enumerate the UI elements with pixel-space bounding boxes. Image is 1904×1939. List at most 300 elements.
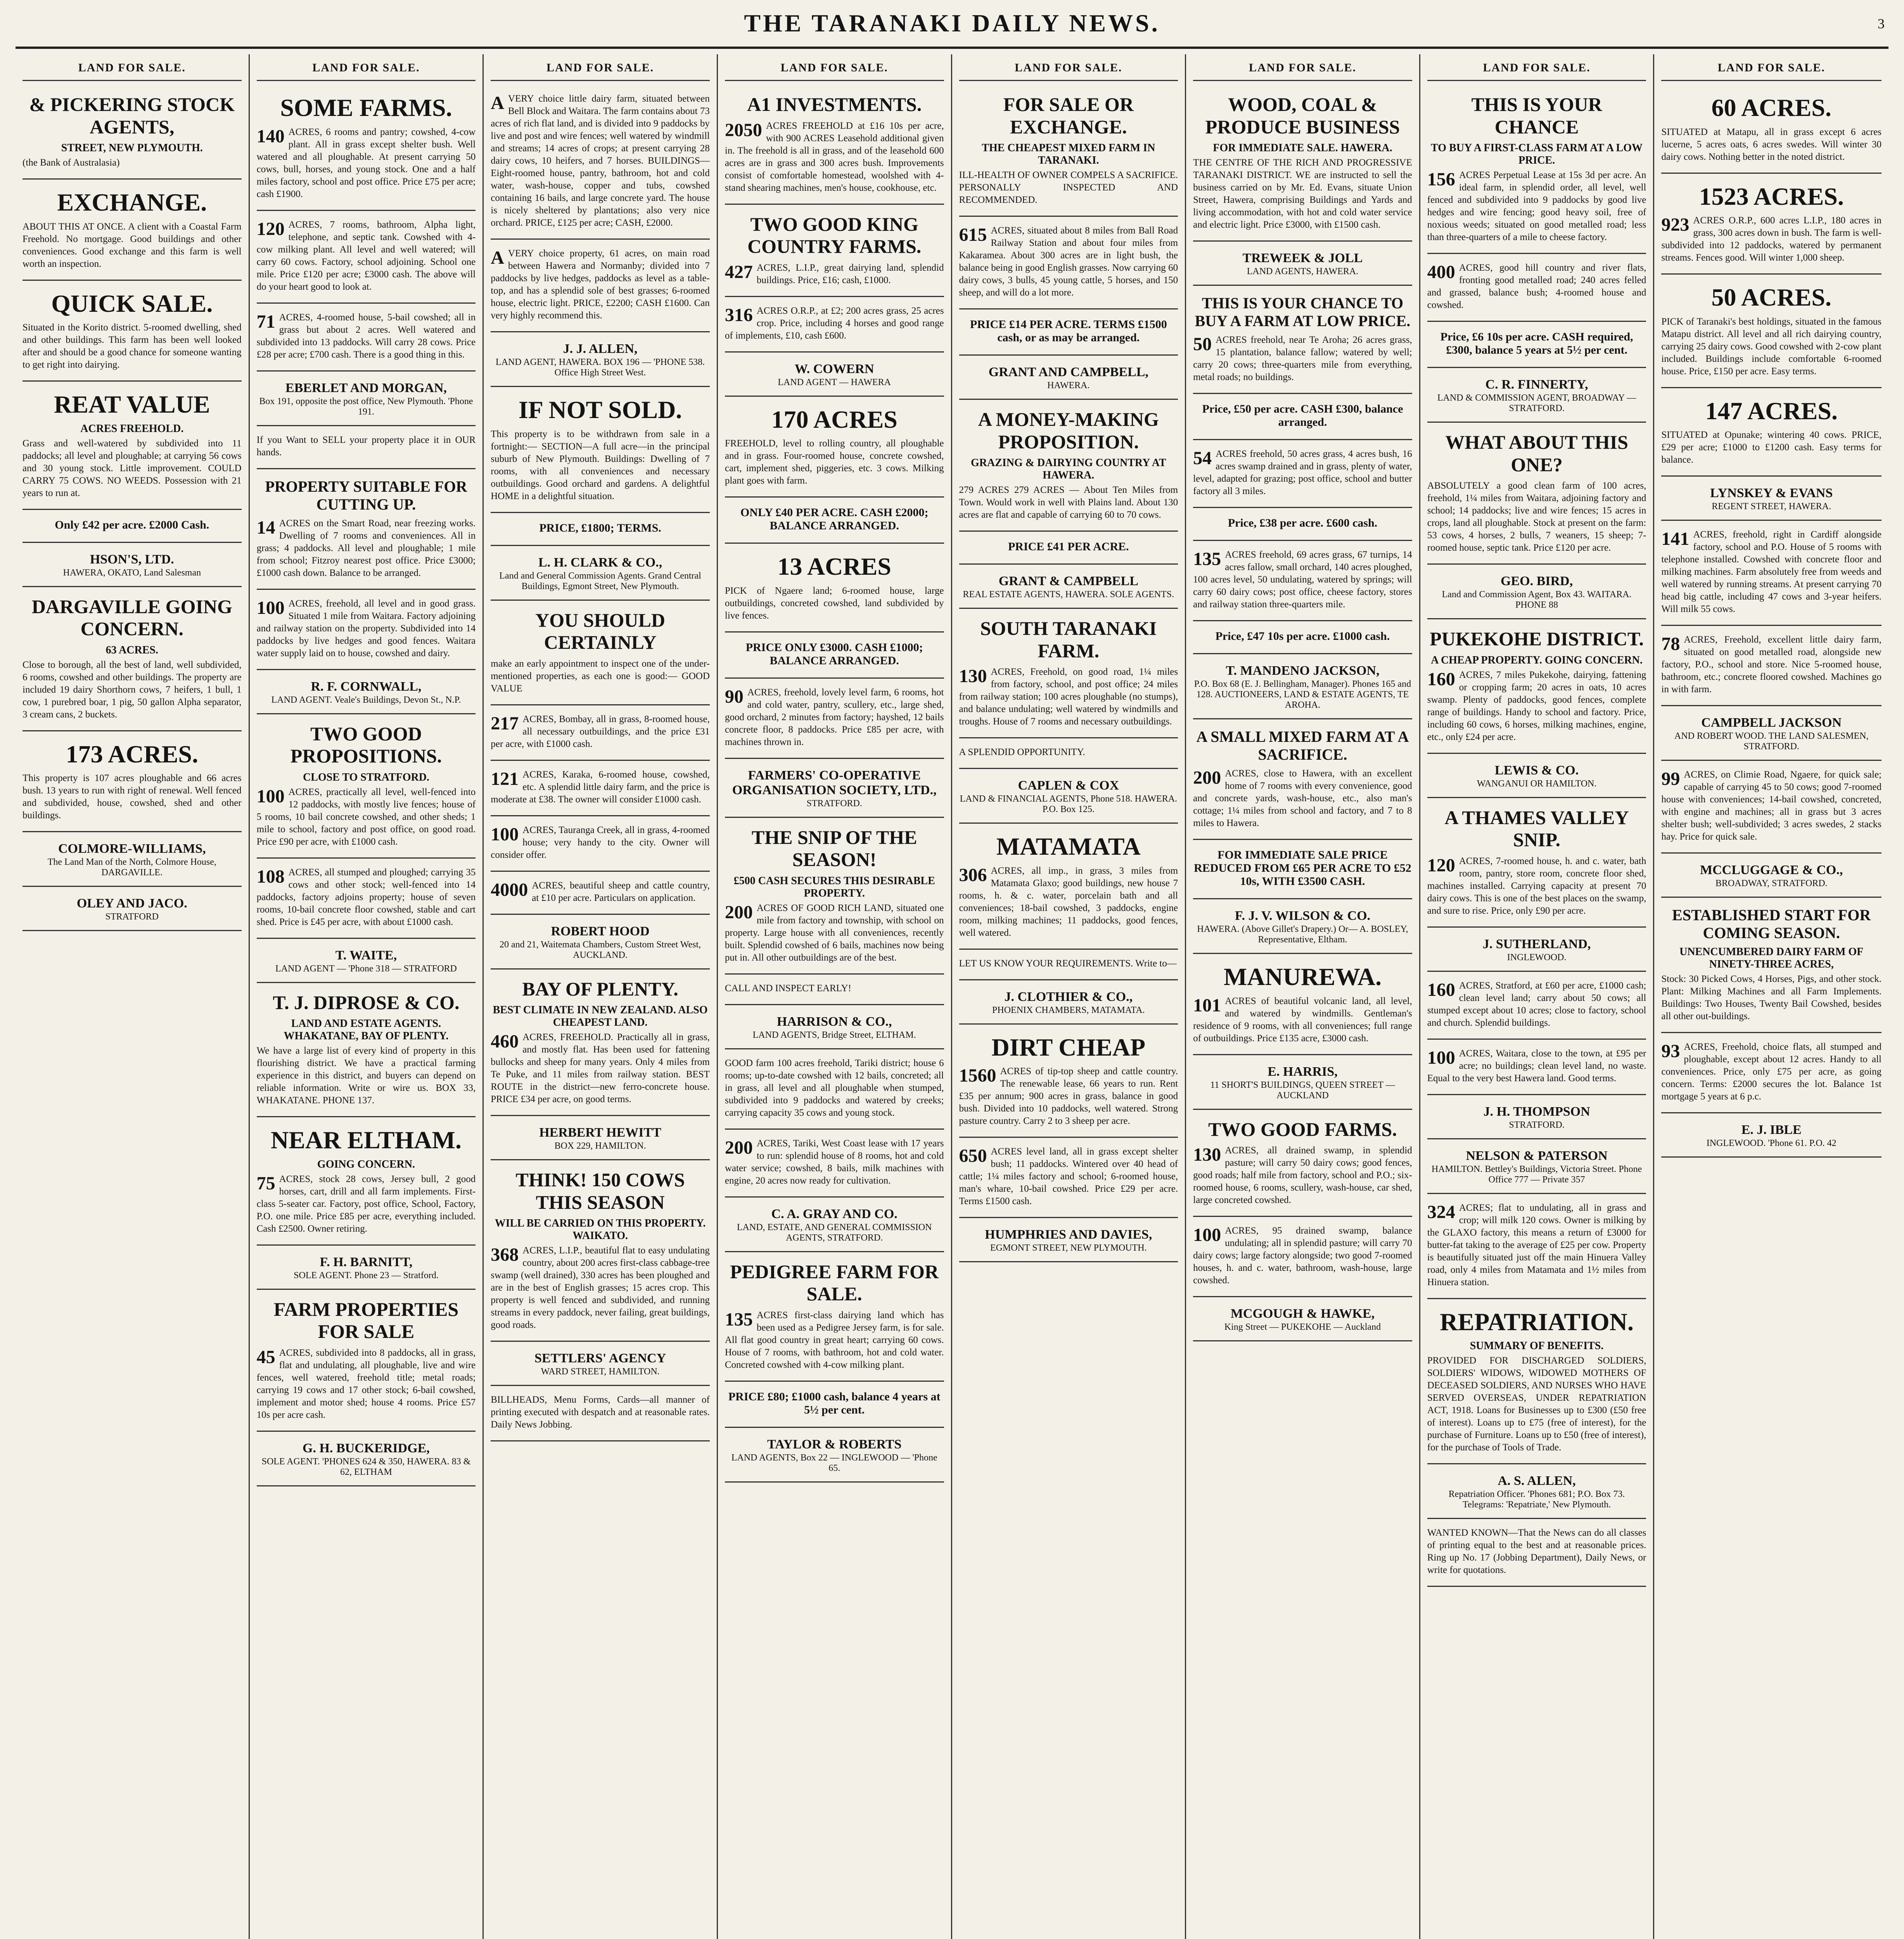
agent-address: LAND AGENT — HAWERA <box>778 377 891 387</box>
ad-body <box>959 666 1178 728</box>
agent-address: HAWERA. <box>1047 380 1090 391</box>
agent-name: G. H. BUCKERIDGE, <box>303 1441 430 1455</box>
agent-address: REGENT STREET, HAWERA. <box>1712 501 1831 512</box>
classified-ad <box>257 1290 476 1432</box>
agent-name: CAMPBELL JACKSON <box>1701 715 1842 730</box>
classified-ad <box>1193 654 1412 719</box>
ad-body-text: ABOUT THIS AT ONCE. A client with a Coastal Farm Freehold. No mortgage. Good buildings and other conveniences. Good exchange and this farm is well worth an inspection. <box>22 221 242 269</box>
ad-title: PUKEKOHE DISTRICT. <box>1430 628 1644 650</box>
ad-title: 1523 ACRES. <box>1699 182 1844 210</box>
ad-acreage-figure: 324 <box>1427 1201 1455 1222</box>
classified-ad <box>491 513 710 546</box>
ad-body <box>1661 769 1882 843</box>
agent-address: King Street — PUKEKOHE — Auckland <box>1224 1322 1381 1332</box>
ad-acreage-figure: 100 <box>256 786 285 807</box>
ad-price: PRICE £80; £1000 cash, balance 4 years at 5½ per cent. <box>728 1390 941 1416</box>
ad-body <box>725 262 944 287</box>
column-heading: LAND FOR SALE. <box>1661 54 1882 81</box>
agent-address: INGLEWOOD. <box>1507 952 1567 963</box>
classified-ad <box>959 824 1178 950</box>
newspaper-title: THE TARANAKI DAILY NEWS. <box>744 9 1160 37</box>
ad-title: THINK! 150 COWS THIS SEASON <box>515 1169 685 1213</box>
classified-ad <box>22 543 242 587</box>
ad-body <box>1427 169 1646 244</box>
ad-title: FARM PROPERTIES FOR SALE <box>273 1298 459 1343</box>
agent-name: E. HARRIS, <box>1268 1064 1338 1079</box>
ad-price: PRICE, £1800; TERMS. <box>539 521 661 534</box>
classified-ad <box>257 211 476 304</box>
classified-ad <box>959 565 1178 609</box>
ad-acreage-figure: 615 <box>959 225 987 245</box>
ad-body <box>1193 767 1412 830</box>
ad-body-text: ACRES, good hill country and river flats, fronting good metalled road; 240 acres felled and grassed, balance bush; 4-roomed house and cowshed. <box>1427 263 1646 310</box>
ad-title: WHAT ABOUT THIS ONE? <box>1445 431 1628 475</box>
ad-body-text: ACRES, 7-roomed house, h. and c. water, bath room, pantry, store room, concrete floor shed, machines installed. Carrying capacity at present 70 dairy cows. This is one of the best places on the swamp, and sure to rise. Price, only £90 per acre. <box>1427 855 1646 916</box>
classified-ad <box>22 587 242 731</box>
ad-body-text: A SPLENDID OPPORTUNITY. <box>959 747 1085 757</box>
ad-title: DIRT CHEAP <box>991 1033 1146 1061</box>
classified-ad <box>1661 477 1882 521</box>
ad-price: PRICE ONLY £3000. CASH £1000; BALANCE ARRANGED. <box>745 641 923 667</box>
classified-ad <box>1427 1040 1646 1095</box>
agent-address: REAL ESTATE AGENTS, HAWERA. SOLE AGENTS. <box>963 589 1174 600</box>
ad-title: THIS IS YOUR CHANCE <box>1471 93 1602 138</box>
ad-body-text: ACRES on the Smart Road, near freezing works. Dwelling of 7 rooms and conveniences. All in grass; 4 paddocks. All level and ploughable; 1 mile from school; Fitzroy nearest post office. Price £3000; £1000 cash down. Balance to be arranged. <box>256 518 476 578</box>
classified-ad <box>257 304 476 372</box>
ad-subtitle: BEST CLIMATE IN NEW ZEALAND. ALSO CHEAPEST LAND. <box>493 1004 708 1029</box>
ad-body <box>1661 429 1882 466</box>
classified-ad <box>1661 761 1882 854</box>
classified-ad <box>959 309 1178 356</box>
column-heading: LAND FOR SALE. <box>257 54 476 81</box>
column-heading: LAND FOR SALE. <box>1427 54 1646 81</box>
classified-ad <box>1661 85 1882 174</box>
agent-address: SOLE AGENT. Phone 23 — Stratford. <box>294 1270 439 1281</box>
ad-body <box>1193 549 1412 611</box>
classified-ad <box>491 240 710 332</box>
agent-name: EBERLET AND MORGAN, <box>285 380 447 395</box>
ad-body-text: SITUATED at Matapu, all in grass except 6 acres lucerne, 5 acres oats, 6 acres swedes. Will winter 30 dairy cows. Nothing better in the noted district. <box>1661 126 1882 162</box>
ad-body <box>491 1244 710 1331</box>
ad-body <box>725 305 944 342</box>
ad-title: QUICK SALE. <box>51 289 213 317</box>
classified-ad <box>725 353 944 397</box>
classified-ad <box>959 356 1178 400</box>
classified-ad <box>959 1025 1178 1138</box>
ad-acreage-figure: 316 <box>725 304 753 325</box>
classified-ad <box>1661 898 1882 1033</box>
ad-acreage-figure: 14 <box>256 517 275 538</box>
ad-body-text: VERY choice little dairy farm, situated between Bell Block and Waitara. The farm contains about 73 acres of rich flat land, and is divided into 9 paddocks by live and post and wire fences; well watered by windmill and streams; 14 acres of crops; at present carrying 28 dairy cows, 10 heifers, and 7 horses. BUILDINGS—Eight-roomed house, pantry, bathroom, hot and cold water, wash-house, copper and tubs, cowshed containing 16 bails, and large concrete yard. The house is nicely sheltered by plantations; also very nice orchard. PRICE, £125 per acre; CASH, £2000. <box>491 93 710 228</box>
classified-ad <box>1193 242 1412 286</box>
agent-address: INGLEWOOD. 'Phone 61. P.O. 42 <box>1706 1138 1837 1149</box>
ad-acreage-figure: 4000 <box>491 879 528 900</box>
agent-name: F. J. V. WILSON & CO. <box>1235 909 1371 923</box>
ad-body-text: ACRES, subdivided into 8 paddocks, all in grass, flat and undulating, all ploughable, live and wire fences, well watered, freehold title; metal roads; carrying 19 cows and 17 other stock; 6-bail cowshed, implement and motor shed; house 4 rooms. Price £57 10s per acre cash. <box>256 1347 476 1420</box>
agent-name: T. WAITE, <box>335 948 397 963</box>
ad-subtitle: LAND AND ESTATE AGENTS. WHAKATANE, BAY OF PLENTY. <box>284 1018 449 1042</box>
ad-title: ESTABLISHED START FOR COMING SEASON. <box>1672 906 1871 942</box>
ad-body <box>22 321 242 371</box>
ad-price: Only £42 per acre. £2000 Cash. <box>55 518 209 531</box>
agent-name: R. F. CORNWALL, <box>311 679 422 694</box>
agent-address: BROADWAY, STRATFORD. <box>1715 878 1828 889</box>
ad-body-text: LET US KNOW YOUR REQUIREMENTS. Write to— <box>959 958 1177 969</box>
ad-acreage-figure: 156 <box>1427 169 1455 190</box>
classified-ad <box>257 670 476 714</box>
classified-ad <box>257 426 476 469</box>
ad-body <box>1193 1144 1412 1206</box>
classified-ad <box>257 372 476 426</box>
ad-body <box>1193 448 1412 498</box>
classified-ad <box>491 1116 710 1160</box>
ad-body-text: ACRES FREEHOLD at £16 10s per acre, with 900 ACRES Leasehold additional given in. The freehold is all in grass, and of the leasehold 600 acres are in grass and 300 acres bush. Improvements consist of comfortable homestead, woolshed with 4-stand shearing machines, men's house, cookhouse, etc. <box>725 120 944 193</box>
agent-name: L. H. CLARK & CO., <box>538 555 662 570</box>
ad-body <box>257 219 476 293</box>
agent-address: LAND AGENT — 'Phone 318 — STRATFORD <box>275 963 457 974</box>
agent-address: Land and Commission Agent, Box 43. WAITARA. PHONE 88 <box>1442 589 1632 610</box>
ad-body <box>1661 634 1882 696</box>
column-heading: LAND FOR SALE. <box>491 54 710 81</box>
classified-ad <box>725 1049 944 1130</box>
ad-body <box>1427 262 1646 311</box>
classified-ad <box>1661 174 1882 275</box>
classified-ad <box>1193 899 1412 954</box>
agent-name: MCCLUGGAGE & CO., <box>1700 863 1843 878</box>
ad-acreage-figure: 217 <box>491 713 519 734</box>
ad-acreage-figure: 135 <box>1193 549 1221 569</box>
ad-body-text: ACRES, L.I.P., great dairying land, splendid buildings. Price, £16; cash, £1000. <box>756 262 944 285</box>
ad-body <box>1193 1225 1412 1287</box>
classified-ad <box>1427 928 1646 972</box>
ad-acreage-figure: 100 <box>256 597 285 618</box>
ad-body-text: ACRES, Freehold, on good road, 1¼ miles from factory, school, and post office; 24 miles from railway station; 100 acres ploughable (no stumps), and balance undulating; well watered by windmills and troughs. House of 7 rooms and necessary outbuildings. <box>959 667 1178 727</box>
ad-body-text: ACRES, all drained swamp, in splendid pasture; will carry 50 dairy cows; good fences, good roads; half mile from factory, school and P.O.; six-roomed house, 6 rooms, scullery, wash-house, car shed, large concreted cowshed. <box>1193 1145 1412 1206</box>
classified-ad <box>725 679 944 759</box>
classified-ad <box>491 915 710 970</box>
agent-address: Repatriation Officer. 'Phones 681; P.O. Box 73. Telegrams: 'Repatriate,' New Plymouth. <box>1448 1489 1625 1510</box>
ad-title: PROPERTY SUITABLE FOR CUTTING UP. <box>265 477 467 513</box>
ad-body-text: This property is to be withdrawn from sale in a fortnight:— SECTION—A full acre—in the principal suburb of New Plymouth. Buildings: Dwelling of 7 rooms, with all conveniences and necessary outbuildings. Good orchard and gardens. A delightful HOME in a delightful situation. <box>491 429 710 501</box>
classified-ad <box>725 1198 944 1252</box>
classified-ad <box>491 872 710 915</box>
agent-address: Land and General Commission Agents. Grand Central Buildings, Egmont Street, New Plymouth. <box>499 570 701 591</box>
classified-ad <box>725 1428 944 1483</box>
classified-ad <box>1427 1464 1646 1519</box>
classified-ad <box>1193 1297 1412 1341</box>
ad-body <box>1661 316 1882 378</box>
ad-acreage-figure: 78 <box>1661 634 1680 655</box>
ad-price: ONLY £40 PER ACRE. CASH £2000; BALANCE ARRANGED. <box>740 506 929 532</box>
classified-ad <box>257 590 476 670</box>
ad-body <box>491 769 710 806</box>
agent-name: NELSON & PATERSON <box>1466 1148 1608 1163</box>
ad-body-text: ACRES freehold, near Te Aroha; 26 acres grass, 15 plantation, balance fallow; watered by well; carry 20 cows; three-quarters mile from everything, metal roads; no buildings. <box>1193 335 1412 382</box>
ad-body <box>491 658 710 695</box>
ad-body <box>491 880 710 904</box>
ad-body <box>725 1057 944 1119</box>
ad-body <box>1661 214 1882 264</box>
classified-ad <box>257 714 476 859</box>
ad-body-text: ACRES Perpetual Lease at 15s 3d per acre. An ideal farm, in splendid order, all level, well fenced and subdivided into 9 paddocks by good live hedges and wire fencing; good heavy soil, free of noxious weeds; situated on good metalled road; less than three-quarters of a mile to cheese factory. <box>1427 170 1646 242</box>
classified-ad <box>1427 619 1646 754</box>
ad-body-text: ACRES, L.I.P., beautiful flat to easy undulating country, about 200 acres first-class cabbage-tree swamp (well drained), 330 acres has been ploughed and are in the best of English grasses; 15 acres crop. This property is well fenced and subdivided, and running streams in every paddock, never failing, great buildings, good roads. <box>491 1245 710 1331</box>
ad-acreage-figure: 90 <box>725 686 744 707</box>
classified-ad <box>959 217 1178 309</box>
ad-body-text: THE CENTRE OF THE RICH AND PROGRESSIVE TARANAKI DISTRICT. WE are instructed to sell the business carried on by Mr. Ed. Evans, situate Union Street, Hawera, comprising Buildings and Yards and living accommodation, with hot and cold water service and electric light. Price £3000, with £1500 cash. <box>1193 157 1412 230</box>
ad-acreage-figure: 160 <box>1427 669 1455 690</box>
classified-ad <box>1193 394 1412 440</box>
agent-address: WARD STREET, HAMILTON. <box>541 1367 660 1377</box>
classified-ad <box>257 859 476 939</box>
classified-ad <box>22 382 242 510</box>
classified-ad <box>22 731 242 833</box>
classified-ad <box>1427 85 1646 254</box>
classified-ad <box>959 769 1178 824</box>
classified-ad <box>959 950 1178 980</box>
column-2 <box>250 54 484 1939</box>
agent-name: FARMERS' CO-OPERATIVE ORGANISATION SOCIETY, LTD., <box>732 768 937 797</box>
ad-body-text: ACRES, on Climie Road, Ngaere, for quick sale; capable of carrying 45 to 50 cows; good 7-roomed house with conveniences; 14-bail cowshed, concreted, with engine and machines; all in grass but 3 acres shelter bush; well-subdivided; 3 acres swedes, 2 stacks hay. Price for quick sale. <box>1661 769 1882 842</box>
ad-acreage-figure: 400 <box>1427 262 1455 282</box>
ad-body-text: ACRES, situated about 8 miles from Ball Road Railway Station and about four miles from Kakaramea. About 300 acres are in light bush, the balance being in good English grasses. Now carrying 60 dairy cows, 3 bulls, 45 young cattle, 5 horses, and 150 sheep, and will do a lot more. <box>959 225 1178 298</box>
agent-address: BOX 229, HAMILTON. <box>554 1141 646 1151</box>
classified-ad <box>959 532 1178 565</box>
ad-title: 173 ACRES. <box>66 740 199 768</box>
ad-body <box>725 120 944 194</box>
classified-ad <box>959 85 1178 217</box>
classified-ad <box>1427 565 1646 619</box>
agent-name: SETTLERS' AGENCY <box>534 1351 666 1366</box>
ad-body-text: PICK of Taranaki's best holdings, situated in the famous Matapu district. All level and all rich dairying country, carrying 25 dairy cows. Good cowshed with 2-cow plant included. Buildings include comfortable 6-roomed house. Price, £150 per acre. Easy terms. <box>1661 316 1882 377</box>
agent-name: MCGOUGH & HAWKE, <box>1230 1306 1375 1321</box>
ad-body-text: ACRES O.R.P., 600 acres L.I.P., 180 acres in grass, 300 acres down in bush. The farm is well-subdivided into 12 paddocks, watered by permanent streams. Fences good. Will winter 1,000 sheep. <box>1661 215 1882 263</box>
ad-body-text: PICK of Ngaere land; 6-roomed house, large outbuildings, concreted cowshed, land subdivided by live fences. <box>725 585 944 621</box>
classified-ad <box>491 387 710 513</box>
ad-body-text: This property is 107 acres ploughable and 66 acres bush. 13 years to run with right of renewal. Well fenced and subdivided, house, cowshed, shed and other buildings. <box>22 773 242 821</box>
ad-acreage-figure: 130 <box>959 666 987 686</box>
agent-name: TREWEEK & JOLL <box>1242 251 1363 265</box>
ad-body <box>257 1347 476 1421</box>
classified-ad <box>1661 626 1882 706</box>
agent-address: LAND, ESTATE, AND GENERAL COMMISSION AGENTS, STRATFORD. <box>737 1222 932 1243</box>
classified-ad <box>491 1160 710 1342</box>
classified-ad <box>959 738 1178 769</box>
ad-acreage-figure: 100 <box>1427 1047 1455 1068</box>
ad-body <box>491 247 710 322</box>
column-heading: LAND FOR SALE. <box>22 54 242 81</box>
ad-acreage-figure: 135 <box>725 1309 753 1330</box>
ad-acreage-figure: 100 <box>1193 1225 1221 1246</box>
ad-subtitle: 63 ACRES. <box>105 644 158 656</box>
classified-ad <box>1193 719 1412 840</box>
columns-grid <box>16 54 1888 1939</box>
agent-name: C. R. FINNERTY, <box>1485 377 1588 392</box>
ad-body-text: Close to borough, all the best of land, well subdivided, 6 rooms, cowshed and other buildings. The property are included 19 dairy Shorthorn cows, 7 heifers, 1 bull, 1 cow, 1 purebred boar, 1 pig, 50 gallon Alpha separator, 3 cream cans, 2 buckets. <box>22 659 242 720</box>
ad-title: WOOD, COAL & PRODUCE BUSINESS <box>1205 93 1400 138</box>
ad-body <box>959 169 1178 206</box>
ad-title: PEDIGREE FARM FOR SALE. <box>730 1260 939 1305</box>
ad-body-text: ACRES, all imp., in grass, 3 miles from Matamata Glaxo; good buildings, new house 7 rooms, h. & c. water, porcelain bath and all conveniences; 18-bail cowshed, 3 paddocks, engine room, milking machines; 11 paddocks, good fences, well watered. <box>959 865 1178 938</box>
page-number: 3 <box>1878 16 1885 31</box>
classified-ad <box>1427 1139 1646 1194</box>
ad-acreage-figure: 650 <box>959 1146 987 1167</box>
ad-body-text: ACRES of beautiful volcanic land, all level, and watered by windmills. Gentleman's residence of 9 rooms, with all conveniences; full range of outbuildings. Price £135 acre, £3000 cash. <box>1193 995 1412 1044</box>
classified-ad <box>725 1252 944 1382</box>
ad-body <box>959 1146 1178 1208</box>
ad-title: A SMALL MIXED FARM AT A SACRIFICE. <box>1196 728 1409 763</box>
agent-name: LEWIS & CO. <box>1494 763 1579 778</box>
ad-body <box>725 1137 944 1187</box>
ad-body <box>491 1394 710 1431</box>
classified-ad <box>1427 322 1646 368</box>
ad-body-text: (the Bank of Australasia) <box>22 157 120 168</box>
ad-body-text: ABSOLUTELY a good clean farm of 100 acres, freehold, 1¼ miles from Waitara, adjoining factory and school; 14 paddocks; live and wire fences; 15 acres in crops, land all ploughable. Stock at present on the farm: 53 cows, 4 horses, 2 bulls, 7 weaners, 15 sheep; 7-roomed house, septic tank. Price £120 per acre. <box>1427 480 1646 553</box>
classified-ad <box>491 601 710 705</box>
ad-body-text: ACRES, freehold, all level and in good grass. Situated 1 mile from Waitara. Factory adjoining and railway station on the property. Subdivided into 14 paddocks by live hedges and good fences. Waitara water supply laid on to house, cowshed and dairy. <box>256 598 476 658</box>
classified-ad <box>1661 388 1882 477</box>
ad-body <box>1661 973 1882 1023</box>
ad-title: 147 ACRES. <box>1705 397 1838 425</box>
classified-ad <box>725 498 944 544</box>
ad-acreage-figure: 368 <box>491 1244 519 1265</box>
ad-body-text: ACRES, 7 rooms, bathroom, Alpha light, telephone, and septic tank. Cowshed with 4-cow milking plant. All level and well watered; will carry 60 cows. Factory, school adjoining. School one mile. Price £120 per acre; £3000 cash. The above will do your heart good to look at. <box>256 219 476 292</box>
agent-name: GEO. BIRD, <box>1501 574 1573 588</box>
ad-body-text: Situated in the Korito district. 5-roomed dwelling, shed and other buildings. This farm has been well looked after and should be a good chance for someone wanting to get right into dairying. <box>22 322 242 370</box>
ad-body-text: ACRES OF GOOD RICH LAND, situated one mile from factory and township, with school on property. Large house with all conveniences, recently built. Splendid cowshed of 6 bails, machines now being put in. All other outbuildings are of the best. <box>725 902 944 963</box>
ad-subtitle: CLOSE TO STRATFORD. <box>303 771 429 783</box>
ad-subtitle: UNENCUMBERED DAIRY FARM OF NINETY-THREE ACRES, <box>1679 946 1864 971</box>
ad-body-text: BILLHEADS, Menu Forms, Cards—all manner of printing executed with despatch and at reasonable rates. Daily News Jobbing. <box>491 1395 710 1430</box>
classified-ad <box>1427 368 1646 423</box>
ad-body <box>1661 529 1882 615</box>
classified-ad <box>959 400 1178 532</box>
ad-title: A1 INVESTMENTS. <box>747 93 922 115</box>
classified-ad <box>1193 1055 1412 1110</box>
ad-body <box>491 93 710 229</box>
classified-ad <box>1193 85 1412 242</box>
ad-title: REAT VALUE <box>54 391 210 418</box>
ad-body <box>1427 1047 1646 1085</box>
agent-name: ROBERT HOOD <box>551 924 650 938</box>
ad-acreage-figure: A <box>491 247 504 268</box>
ad-acreage-figure: 99 <box>1661 769 1680 790</box>
ad-title: EXCHANGE. <box>57 188 207 216</box>
ad-acreage-figure: 71 <box>256 311 275 332</box>
classified-ad <box>725 1130 944 1198</box>
agent-address: LAND AGENT. Veale's Buildings, Devon St., N.P. <box>271 695 461 705</box>
ad-body-text: ACRES level land, all in grass except shelter bush; 11 paddocks. Wintered over 40 head of cattle; 1¼ miles factory and school; 6-roomed house, man's whare, 10-bail cowshed. Price £29 per acre. Terms £1500 cash. <box>959 1146 1178 1207</box>
ad-title: THIS IS YOUR CHANCE TO BUY A FARM AT LOW PRICE. <box>1195 294 1411 330</box>
ad-body <box>1427 855 1646 917</box>
ad-body <box>959 1065 1178 1127</box>
ad-body-text: ACRES of tip-top sheep and cattle country. The renewable lease, 66 years to run. Rent £35 per annum; 900 acres in grass, balance in good bush. Divided into 10 paddocks, well watered. Strong pasture country. Carry 2 to 3 sheep per acre. <box>959 1066 1178 1127</box>
ad-body <box>257 786 476 848</box>
agent-address: STRATFORD <box>105 912 159 922</box>
agent-name: HERBERT HEWITT <box>539 1125 661 1140</box>
ad-acreage-figure: 2050 <box>725 119 762 140</box>
ad-body <box>959 957 1178 970</box>
classified-ad <box>725 297 944 353</box>
ad-body <box>257 598 476 660</box>
ad-acreage-figure: 121 <box>491 768 519 789</box>
classified-ad <box>1193 1217 1412 1297</box>
ad-title: 50 ACRES. <box>1711 283 1831 311</box>
ad-body-text: ACRES, Tariki, West Coast lease with 17 years to run: splendid house of 8 rooms, hot and cold water service; cowshed, 8 bails, milk machines with engine, 20 acres now ready for cultivation. <box>725 1138 944 1186</box>
ad-body <box>959 225 1178 299</box>
agent-address: 20 and 21, Waitemata Chambers, Custom Street West, AUCKLAND. <box>499 939 701 960</box>
agent-name: HSON'S, LTD. <box>90 552 174 567</box>
classified-ad <box>491 816 710 872</box>
column-4 <box>718 54 952 1939</box>
ad-subtitle: ACRES FREEHOLD. <box>80 422 184 435</box>
column-heading: LAND FOR SALE. <box>1193 54 1412 81</box>
classified-ad <box>491 761 710 816</box>
classified-ad <box>1193 954 1412 1055</box>
ad-title: DARGAVILLE GOING CONCERN. <box>31 595 232 640</box>
ad-subtitle: £500 CASH SECURES THIS DESIRABLE PROPERTY. <box>733 874 935 899</box>
ad-body-text: VERY choice property, 61 acres, on main road between Hawera and Normanby; divided into 7 paddocks by live hedges, paddocks as level as a table-top, and has a splendid sole of best grasses; 6-roomed house, electric light. PRICE, £2200; CASH £1600. Can very highly recommend this. <box>491 248 710 321</box>
classified-ad <box>257 85 476 211</box>
ad-body-text: ACRES freehold, 50 acres grass, 4 acres bush, 16 acres swamp drained and in grass, plenty of water, level, adapted for grazing; post office, school and butter factory all 3 miles. <box>1193 449 1412 496</box>
classified-ad <box>725 1382 944 1428</box>
agent-address: LAND & FINANCIAL AGENTS, Phone 518. HAWERA. P.O. Box 125. <box>960 794 1178 814</box>
classified-ad <box>1193 440 1412 508</box>
ad-title: 13 ACRES <box>777 553 891 581</box>
ad-body <box>257 1045 476 1107</box>
column-8 <box>1654 54 1888 1939</box>
ad-acreage-figure: 200 <box>725 902 753 923</box>
ad-title: 60 ACRES. <box>1711 94 1831 121</box>
ad-subtitle: TO BUY A FIRST-CLASS FARM AT A LOW PRICE. <box>1431 142 1643 166</box>
ad-body-text: ACRES, freehold, lovely level farm, 6 rooms, hot and cold water, pantry, scullery, etc., large shed, good orchard, 2 minutes from factory; hayshed, 12 bails concrete floor, 8 paddocks. Price £85 per acre, with machines thrown in. <box>725 687 944 747</box>
ad-body <box>1427 480 1646 554</box>
classified-ad <box>1427 1095 1646 1139</box>
agent-name: TAYLOR & ROBERTS <box>767 1437 902 1452</box>
classified-ad <box>1661 1033 1882 1113</box>
ad-acreage-figure: 200 <box>1193 767 1221 788</box>
classified-ad <box>725 975 944 1005</box>
ad-body <box>257 126 476 200</box>
ad-title: SOME FARMS. <box>280 94 452 121</box>
ad-acreage-figure: 100 <box>491 824 519 845</box>
classified-ad <box>491 705 710 761</box>
agent-address: PHOENIX CHAMBERS, MATAMATA. <box>992 1005 1145 1015</box>
ad-acreage-figure: 45 <box>256 1346 275 1367</box>
ad-body <box>257 517 476 579</box>
classified-ad <box>1427 254 1646 322</box>
ad-body-text: ACRES, Karaka, 6-roomed house, cowshed, etc. A splendid little dairy farm, and the price is moderate at £38. The owner will consider £1000 cash. <box>491 769 710 805</box>
ad-body-text: ACRES, Bombay, all in grass, 8-roomed house, all necessary outbuildings, and the price £31 per acre, with £1000 cash. <box>491 714 710 749</box>
ad-body-text: ACRES, close to Hawera, with an excellent home of 7 rooms with every convenience, good and concrete yards, wash-house, etc., also man's cottage; 1¼ miles from school and factory, and 7 to 8 miles to Hawera. <box>1193 768 1412 828</box>
agent-address: WANGANUI OR HAMILTON. <box>1477 778 1597 789</box>
ad-body-text: ACRES, Freehold, choice flats, all stumped and ploughable, except about 12 acres. Handy to all conveniences. Price, only £75 per acre, as going concern. Terms: £2000 secures the lot. Balance 1st mortgage 5 years at 6 p.c. <box>1661 1042 1882 1102</box>
ad-acreage-figure: A <box>491 93 504 113</box>
ad-body-text: ACRES, beautiful sheep and cattle country, at £10 per acre. Particulars on application. <box>532 880 710 903</box>
ad-body-text: ACRES, FREEHOLD. Practically all in grass, and mostly flat. Has been used for fattening bullocks and sheep for many years. Only 4 miles from Te Puke, and 11 miles from railway station. BEST ROUTE in the district—new ferro-concrete house. PRICE £34 per acre, on good terms. <box>491 1032 710 1105</box>
agent-address: LAND AGENTS, Bridge Street, ELTHAM. <box>752 1030 916 1040</box>
ad-body-text: ACRES, 95 drained swamp, balance undulating; all in splendid pasture; will carry 70 dairy cows; large factory alongside; two good 7-roomed houses, h. and c. water, bathroom, wash-house, large cowshed. <box>1193 1225 1412 1286</box>
ad-body <box>257 866 476 928</box>
ad-body <box>22 659 242 721</box>
classified-ad <box>1193 508 1412 541</box>
agent-address: LAND AGENTS, Box 22 — INGLEWOOD — 'Phone 65. <box>731 1452 937 1473</box>
agent-name: GRANT AND CAMPBELL, <box>988 365 1148 379</box>
ad-title: THE SNIP OF THE SEASON! <box>751 826 917 871</box>
ad-subtitle: A CHEAP PROPERTY. GOING CONCERN. <box>1431 654 1643 666</box>
ad-body-text: make an early appointment to inspect one of the under-mentioned properties, as each one is good:— GOOD VALUE <box>491 658 710 694</box>
ad-subtitle: WILL BE CARRIED ON THIS PROPERTY. WAIKATO. <box>495 1217 706 1242</box>
